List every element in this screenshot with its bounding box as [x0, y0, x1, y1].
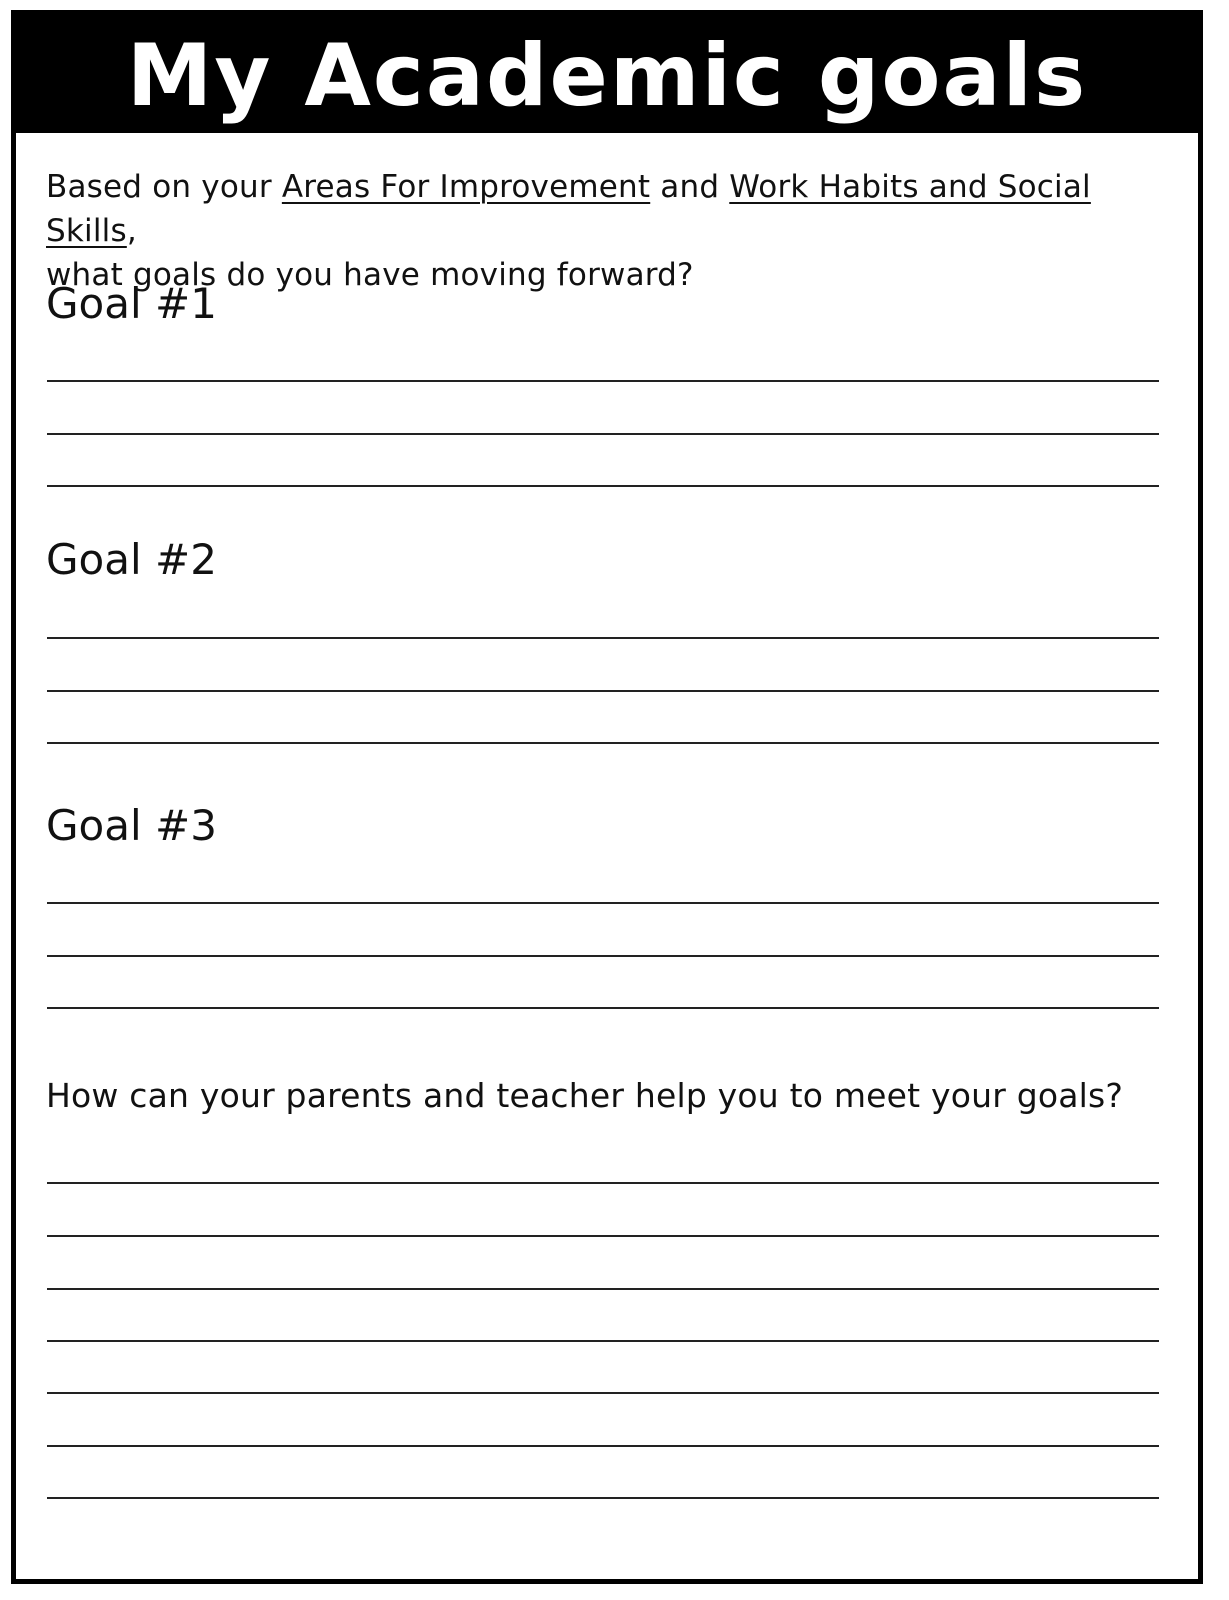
- intro-prompt: [46, 165, 1186, 297]
- parents-teacher-question: How can your parents and teacher help you to meet your goals?: [46, 1076, 1124, 1115]
- intro-work-habits: Work Habits and Social Skills: [46, 169, 1091, 249]
- goal-2-writing-line[interactable]: [47, 742, 1159, 744]
- answer-writing-line[interactable]: [47, 1182, 1159, 1184]
- goal-3-writing-line[interactable]: [47, 1007, 1159, 1009]
- answer-writing-line[interactable]: [47, 1392, 1159, 1394]
- goal-1-writing-line[interactable]: [47, 485, 1159, 487]
- intro-suffix: ,: [126, 213, 137, 249]
- intro-areas-for-improvement: Areas For Improvement: [281, 169, 651, 205]
- goal-2-heading: Goal #2: [46, 535, 217, 584]
- answer-writing-line[interactable]: [47, 1340, 1159, 1342]
- goal-1-writing-line[interactable]: [47, 380, 1159, 382]
- intro-middle: and: [650, 169, 730, 205]
- intro-prefix: Based on your: [46, 169, 282, 205]
- goal-1-heading: Goal #1: [46, 279, 217, 328]
- answer-writing-line[interactable]: [47, 1235, 1159, 1237]
- worksheet-page: [11, 10, 1203, 1584]
- goal-2-writing-line[interactable]: [47, 690, 1159, 692]
- intro-line-2: what goals do you have moving forward?: [46, 257, 694, 293]
- goal-1-writing-line[interactable]: [47, 433, 1159, 435]
- title-banner: [16, 15, 1198, 133]
- answer-writing-line[interactable]: [47, 1497, 1159, 1499]
- goal-3-writing-line[interactable]: [47, 902, 1159, 904]
- answer-writing-line[interactable]: [47, 1288, 1159, 1290]
- page-title: My Academic goals: [126, 26, 1088, 126]
- goal-2-writing-line[interactable]: [47, 637, 1159, 639]
- answer-writing-line[interactable]: [47, 1445, 1159, 1447]
- goal-3-heading: Goal #3: [46, 801, 217, 850]
- goal-3-writing-line[interactable]: [47, 955, 1159, 957]
